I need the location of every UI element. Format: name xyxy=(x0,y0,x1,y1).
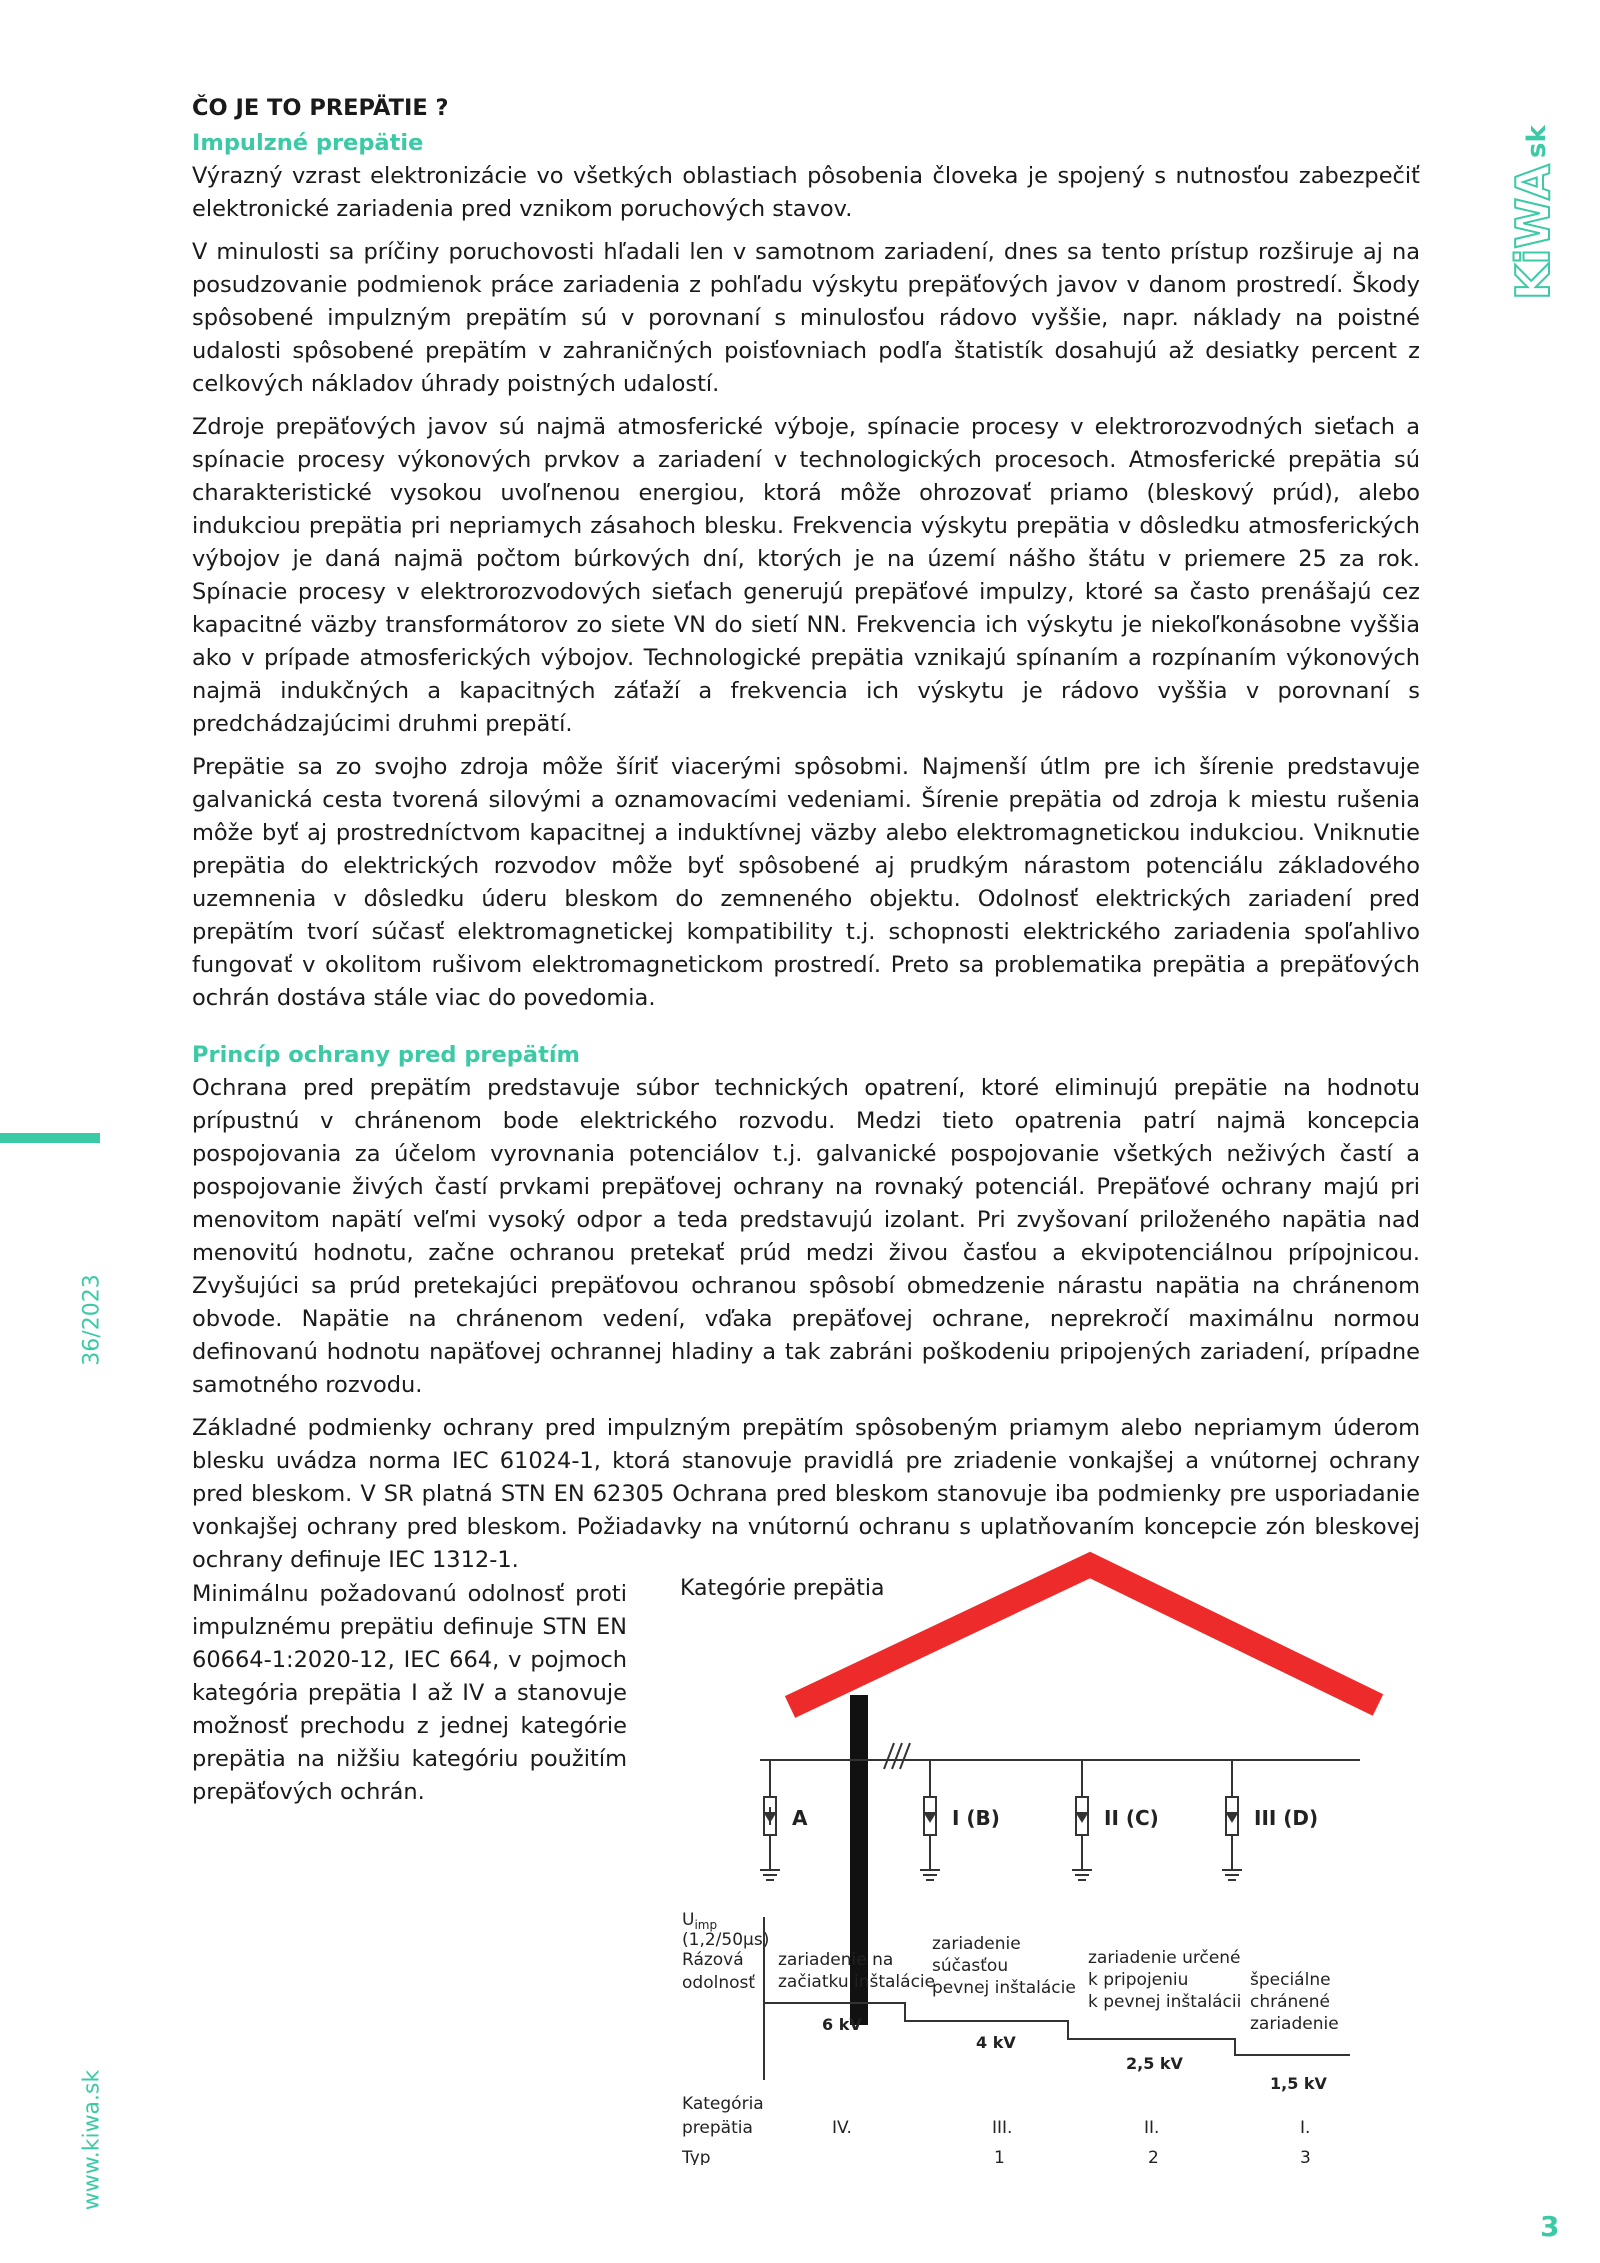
page-heading: ČO JE TO PREPÄTIE ? xyxy=(192,95,449,121)
type-label: Typ xyxy=(682,2148,711,2165)
step1-desc: začiatku inštalácie xyxy=(778,1972,936,1992)
step4-desc: špeciálne xyxy=(1250,1970,1331,1990)
label-a: A xyxy=(792,1806,808,1830)
website-link[interactable]: www.kiwa.sk xyxy=(79,2069,105,2211)
overvoltage-category-diagram xyxy=(660,1545,1390,2165)
step3-desc: k pevnej inštalácii xyxy=(1088,1992,1242,2012)
category-ii: II. xyxy=(1144,2118,1160,2138)
paragraph: Zdroje prepäťových javov sú najmä atmosferické výboje, spínacie procesy v elektrorozvodných sieťach a spínacie procesy výkonových prvkov a zariadení v technologických procesoch. Atmosferické prepätia sú charakteristické vysokou uvoľnenou energiou, ktorá môže ohrozovať priamo (bleskový prúd), alebo indukciou prepätia pri nepriamych zásahoch blesku. Frekvencia výskytu prepätia v dôsledku atmosferických výbojov je daná najmä počtom búrkových dní, ktorých je na území nášho štátu v priemere 25 za rok. Spínacie procesy v elektrorozvodových sieťach generujú prepäťové impulzy, ktoré sa často prenášajú cez kapacitné väzby transformátorov zo siete VN do sietí NN. Frekvencia ich výskytu je niekoľkonásobne vyššia ako v prípade atmosferických výbojov. Technologické prepätia vznikajú spínaním a rozpínaním výkonových najmä indukčných a kapacitných záťaží a frekvencia ich výskytu je rádovo vyššia v porovnaní s predchádzajúcimi druhmi prepätí. xyxy=(192,414,1420,737)
page-number: 3 xyxy=(1540,2210,1560,2243)
uimp-label-line3: Rázová xyxy=(682,1950,744,1970)
step3-desc: k pripojeniu xyxy=(1088,1970,1189,1990)
issue-number: 36/2023 xyxy=(79,1274,105,1366)
category-label: prepätia xyxy=(682,2118,753,2138)
paragraph: Základné podmienky ochrany pred impulzným prepätím spôsobeným priamym alebo nepriamym úderom blesku uvádza norma IEC 61024-1, ktorá stanovuje pravidlá pre zriadenie vonkajšej a vnútornej ochrany pred bleskom. V SR platná STN EN 62305 Ochrana pred bleskom stanovuje iba podmienky pre usporiadanie vonkajšej ochrany pred bleskom. Požiadavky na vnútornú ochranu s uplatňovaním koncepcie zón bleskovej ochrany definuje IEC 1312-1. xyxy=(192,1415,1420,1573)
type-2: 2 xyxy=(1148,2148,1159,2165)
category-iv: IV. xyxy=(832,2118,852,2138)
paragraph: Výrazný vzrast elektronizácie vo všetkých oblastiach pôsobenia človeka je spojený s nutnosťou zabezpečiť elektronické zariadenia pred vznikom poruchových stavov. xyxy=(192,163,1420,222)
spd-d-symbol xyxy=(1222,1760,1242,1880)
category-iii: III. xyxy=(992,2118,1013,2138)
accent-bar xyxy=(0,1133,100,1143)
diagram-svg xyxy=(660,1545,1390,2165)
spd-b-symbol xyxy=(920,1760,940,1880)
label-d: III (D) xyxy=(1254,1806,1319,1830)
spd-c-symbol xyxy=(1072,1760,1092,1880)
three-phase-marks xyxy=(884,1743,910,1769)
logo-mark: KiWA xyxy=(1506,164,1560,300)
step3-value: 2,5 kV xyxy=(1126,2054,1183,2073)
uimp-pulse: (1,2/50μs) xyxy=(682,1930,770,1950)
section2-title: Princíp ochrany pred prepätím xyxy=(192,1042,580,1068)
label-b: I (B) xyxy=(952,1806,1000,1830)
kiwa-logo xyxy=(1505,95,1565,305)
step4-desc: zariadenie xyxy=(1250,2014,1339,2034)
category-i: I. xyxy=(1300,2118,1311,2138)
step1-desc: zariadenie na xyxy=(778,1950,894,1970)
category-label: Kategória xyxy=(682,2094,764,2114)
type-1: 1 xyxy=(994,2148,1005,2165)
logo-suffix: sk xyxy=(1522,125,1552,158)
article xyxy=(192,92,1420,1587)
type-3: 3 xyxy=(1300,2148,1311,2165)
step4-value: 1,5 kV xyxy=(1270,2074,1327,2093)
step2-value: 4 kV xyxy=(976,2033,1016,2052)
step2-desc: súčasťou xyxy=(932,1956,1009,1976)
paragraph: Ochrana pred prepätím predstavuje súbor technických opatrení, ktoré eliminujú prepätie na hodnotu prípustnú v chránenom bode elektrického rozvodu. Medzi tieto opatrenia patrí najmä koncepcia pospojovania za účelom vyrovnania potenciálov t.j. galvanické pospojovanie všetkých neživých častí a pospojovanie živých častí prvkami prepäťovej ochrany na rovnaký potenciál. Prepäťové ochrany majú pri menovitom napätí veľmi vysoký odpor a teda predstavujú izolant. Pri zvyšovaní priloženého napätia nad menovitú hodnotu, začne ochranou pretekať prúd medzi živou časťou a ekvipotenciálnou prípojnicou. Zvyšujúci sa prúd pretekajúci prepäťovou ochranou spôsobí obmedzenie nárastu napätia na chránenom obvode. Napätie na chránenom vedení, vďaka prepäťovej ochrane, neprekročí maximálnu normou definovanú hodnotu napäťovej ochrannej hladiny a tak zabráni poškodeniu pripojených zariadení, prípadne samotného rozvodu. xyxy=(192,1075,1420,1398)
category-intro-text: Minimálnu požadovanú odolnosť proti impulznému prepätiu definuje STN EN 60664-1:2020-12, IEC 664, v pojmoch kategória prepätia I až IV a stanovuje možnosť prechodu z jednej kategórie prepätia na nižšiu kategóriu použitím prepäťových ochrán. xyxy=(192,1581,627,1805)
uimp-label: $U_{imp}$ xyxy=(682,1910,718,1932)
step2-desc: zariadenie xyxy=(932,1934,1021,1954)
label-c: II (C) xyxy=(1104,1806,1159,1830)
paragraph: Prepätie sa zo svojho zdroja môže šíriť viacerými spôsobmi. Najmenší útlm pre ich šírenie predstavuje galvanická cesta tvorená silovými a oznamovacími vedeniami. Šírenie prepätia od zdroja k miestu rušenia môže byť aj prostredníctvom kapacitnej a induktívnej väzby alebo elektromagnetickou indukciou. Vniknutie prepätia do elektrických rozvodov môže byť spôsobené aj prudkým nárastom potenciálu základového uzemnenia v dôsledku úderu bleskom do zemneného objektu. Odolnosť elektrických zariadení pred prepätím tvorí súčasť elektromagnetickej kompatibility t.j. schopnosti elektrického zariadenia spoľahlivo fungovať v okolitom rušivom elektromagnetickom prostredí. Preto sa problematika prepätia a prepäťových ochrán dostáva stále viac do povedomia. xyxy=(192,754,1420,1011)
uimp-label-line4: odolnosť xyxy=(682,1973,756,1993)
step1-value: 6 kV xyxy=(822,2015,862,2034)
paragraph: V minulosti sa príčiny poruchovosti hľadali len v samotnom zariadení, dnes sa tento prístup rozširuje aj na posudzovanie podmienok práce zariadenia z pohľadu výskytu prepäťových javov v danom prostredí. Škody spôsobené impulzným prepätím sú v porovnaní s minulosťou rádovo vyššie, napr. náklady na poistné udalosti spôsobené prepätím v zahraničných poisťovniach podľa štatistík dosahujú až desiatky percent z celkových nákladov úhrady poistných udalostí. xyxy=(192,239,1420,397)
diagram-title: Kategórie prepätia xyxy=(680,1576,885,1601)
step4-desc: chránené xyxy=(1250,1992,1330,2012)
section1-title: Impulzné prepätie xyxy=(192,130,424,156)
step2-desc: pevnej inštalácie xyxy=(932,1978,1076,1998)
step3-desc: zariadenie určené xyxy=(1088,1948,1241,1968)
spd-a-symbol xyxy=(760,1760,780,1880)
